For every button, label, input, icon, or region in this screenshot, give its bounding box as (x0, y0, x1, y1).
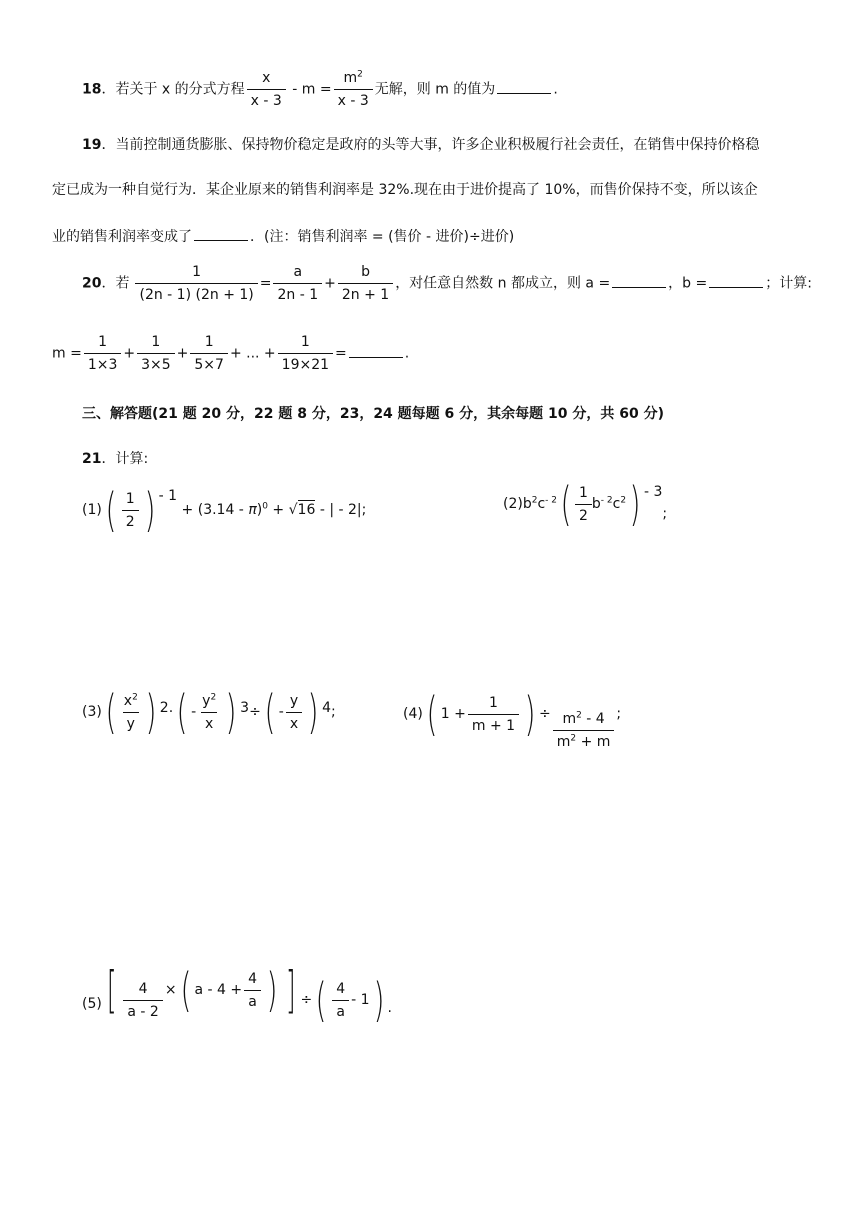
fraction: $\frac{m^2 - 4}{m^2 + m}$ (553, 711, 615, 750)
fraction: $\frac{4}{a}$ (244, 971, 261, 1010)
question-number: 18 (82, 81, 102, 98)
equation-text: - m = (287, 81, 332, 98)
answer-blank (497, 79, 551, 94)
fraction: $\frac{x}{x - 3}$ (247, 70, 286, 109)
fraction: $\frac{y}{x}$ (286, 693, 302, 732)
fraction: $\frac{1}{5\times 7}$ (190, 334, 228, 373)
problem-1: (1)( $\frac{1}{2}$ ) - 1 + (3.14 - π)$^0$ + √16 - | - 2|; (82, 483, 367, 537)
fraction: $\frac{y^2}{x}$ (202, 691, 217, 732)
square-root: √16 (288, 502, 316, 518)
fraction: $\frac{1}{2}$ (122, 491, 139, 530)
answer-blank (709, 273, 763, 288)
problem-4: (4)( 1 + $\frac{1}{m + 1}$ ) ÷ $\frac{m^2 - 4}{m^2 + m}$ ; (403, 687, 622, 750)
fraction: $\frac{1}{(2n - 1) (2n + 1)}$ (135, 264, 257, 303)
fraction: $\frac{4}{a - 2}$ (123, 981, 162, 1020)
section-heading: 三、解答题(21 题 20 分，22 题 8 分，23，24 题每题 6 分，其余每题 10 分，共 60 分) (82, 406, 665, 422)
question-text: ，对任意自然数 n 都成立，则 a = (395, 275, 611, 292)
answer-blank (349, 343, 403, 358)
fraction: $\frac{1}{2}$ (575, 485, 592, 524)
question-text: ．若关于 x 的分式方程 (101, 81, 245, 98)
fraction: $\frac{1}{1\times 3}$ (84, 334, 122, 373)
fraction: $\frac{1}{m + 1}$ (468, 695, 519, 734)
problem-3: (3)( $\frac{x^2}{y}$ ) 2·( - $\frac{y^2}{x}$ ) 3÷( - $\frac{y}{x}$ ) 4; (82, 685, 336, 739)
fraction: $\frac{1}{3\times 5}$ (137, 334, 175, 373)
question-18: 18．若关于 x 的分式方程 $\frac{x}{x - 3}$ - m = $\frac{m^2}{x - 3}$ 无解，则 m 的值为 . (82, 69, 558, 109)
question-19-line-2 (52, 181, 758, 199)
fraction: $\frac{x^2}{y}$ (123, 691, 138, 732)
fraction: $\frac{a}{2n - 1}$ (273, 264, 322, 303)
question-20-line-2: m = $\frac{1}{1\times 3}$ + $\frac{1}{3\times 5}$ + $\frac{1}{5\times 7}$ + ... + $\frac{1}{19\times 21}$ = . (52, 334, 410, 373)
answer-blank (194, 226, 248, 241)
question-number: 21 (82, 451, 102, 467)
question-19-line-3 (52, 226, 514, 246)
question-text: 定已成为一种自觉行为．某企业原来的销售利润率是 32%.现在由于进价提高了 10%，而售价保持不变，所以该企 (52, 182, 758, 198)
question-text: ．计算: (101, 451, 149, 467)
question-number: 20 (82, 275, 102, 292)
question-19-line-1 (82, 136, 759, 154)
question-text: ．当前控制通货膨胀、保持物价稳定是政府的头等大事，许多企业积极履行社会责任，在销售中保持价格稳 (101, 137, 760, 153)
question-text: 无解，则 m 的值为 (374, 81, 496, 98)
fraction: $\frac{m^2}{x - 3}$ (334, 70, 373, 109)
answer-blank (612, 273, 666, 288)
fraction: $\frac{4}{a}$ (332, 981, 349, 1020)
question-21-title (82, 450, 148, 468)
question-text: ．(注：销售利润率 = (售价 - 进价)÷进价) (250, 229, 515, 245)
question-text: ，b = (668, 275, 708, 292)
question-20-line-1: 20．若 $\frac{1}{(2n - 1) (2n + 1)}$ = $\frac{a}{2n - 1}$ + $\frac{b}{2n + 1}$ ，对任意自然数 n 都成立，则 a = ，b = ；计算: (82, 264, 812, 303)
question-number: 19 (82, 137, 102, 153)
question-text: ；计算: (765, 275, 812, 292)
question-text: 业的销售利润率变成了 (52, 229, 192, 245)
fraction: $\frac{b}{2n + 1}$ (338, 264, 393, 303)
problem-2: $(2)b^2c^{- 2}$( $\frac{1}{2}$ $b^{- 2}c^2) - 3$; (503, 477, 668, 531)
fraction: $\frac{1}{19\times 21}$ (278, 334, 333, 373)
problem-5: (5)[ $\frac{4}{a - 2}$ ×( a - 4 + $\frac{4}{a}$ ) ] ÷( $\frac{4}{a}$ - 1) . (82, 961, 392, 1027)
